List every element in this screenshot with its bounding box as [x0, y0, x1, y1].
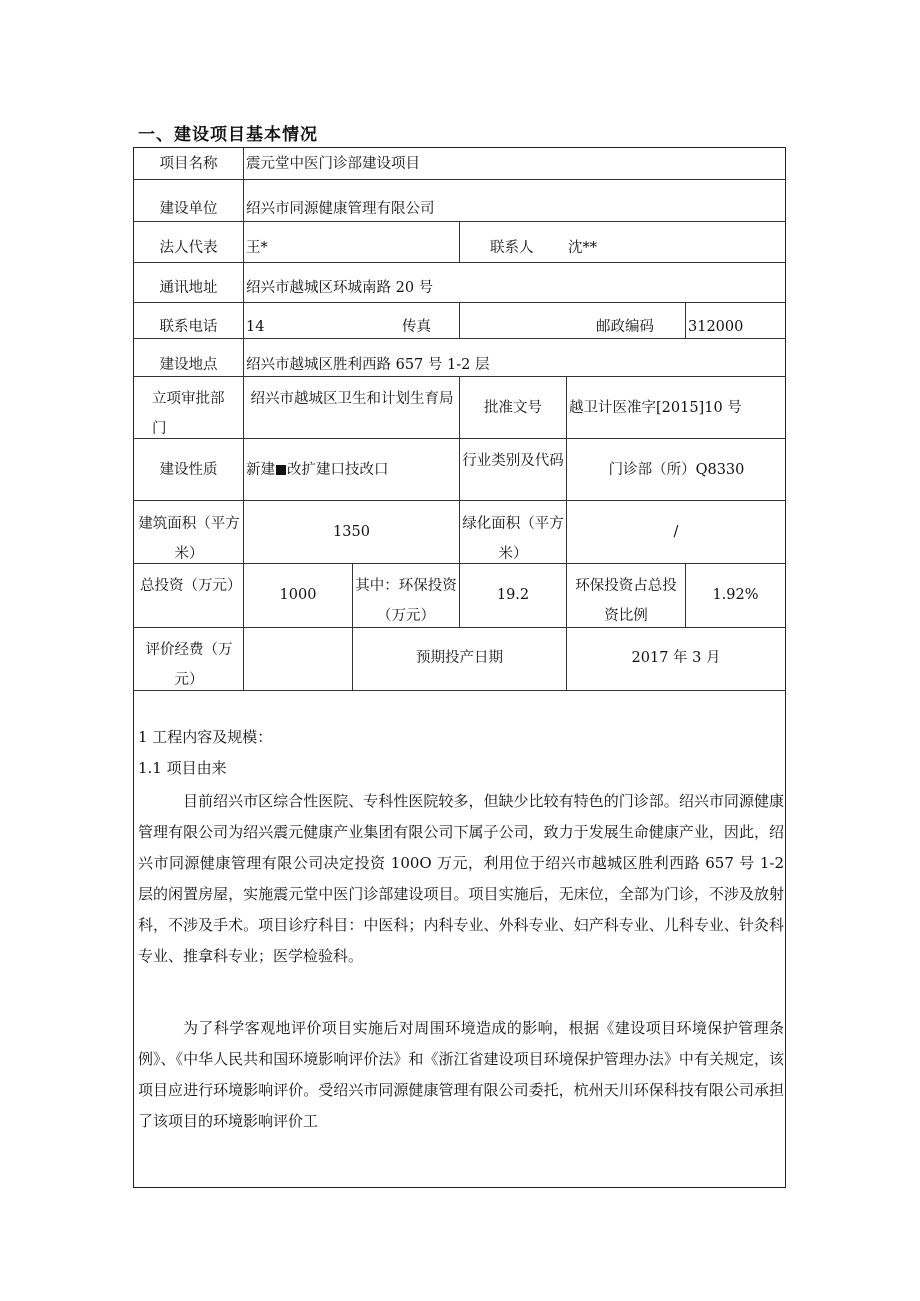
- nature-other-options: 改扩建口技改口: [287, 462, 389, 478]
- start-date-label: 预期投产日期: [416, 650, 503, 666]
- col-divider: [352, 563, 353, 690]
- total-invest-label: 总投资（万元）: [140, 578, 242, 594]
- col-divider: [685, 302, 686, 338]
- project-name-label: 项目名称: [159, 156, 218, 172]
- site-label: 建设地点: [159, 357, 218, 373]
- green-area-label: 绿化面积（平方米）: [462, 516, 564, 562]
- unit-value: 绍兴市同源健康管理有限公司: [246, 201, 435, 217]
- postcode-label: 邮政编码: [596, 319, 654, 335]
- col-divider: [459, 302, 460, 338]
- checked-box-icon: [276, 465, 286, 475]
- fax-label: 传真: [402, 319, 431, 335]
- approval-no-label: 批准文号: [484, 400, 542, 416]
- approval-dept-value: 绍兴市越城区卫生和计划生育局: [250, 391, 454, 407]
- row-divider: [133, 627, 786, 628]
- building-area-value: 1350: [333, 524, 370, 540]
- phone-label: 联系电话: [159, 319, 218, 335]
- building-area-label: 建筑面积（平方米）: [138, 516, 240, 562]
- section-title: 1 工程内容及规模：: [138, 728, 273, 746]
- col-divider: [459, 221, 460, 262]
- paragraph-2: 为了科学客观地评价项目实施后对周围环境造成的影响，根据《建设项目环境保护管理条例》、《中华人民共和国环境影响评价法》和《浙江省建设项目环境保护管理办法》中有关规定，该项目应进行环境影响评价。受绍兴市同源健康管理有限公司委托，杭州天川环保科技有限公司承担了该项目的环境影响评价工: [138, 1019, 784, 1130]
- env-ratio-label: 环保投资占总投资比例: [575, 578, 677, 624]
- industry-label: 行业类别及代码: [462, 453, 564, 469]
- legal-rep-label: 法人代表: [159, 240, 218, 256]
- row-divider: [133, 179, 786, 180]
- nature-label: 建设性质: [159, 462, 218, 478]
- row-divider: [133, 338, 786, 339]
- eval-fee-label: 评价经费（万元）: [145, 642, 233, 688]
- env-invest-value: 19.2: [496, 587, 530, 603]
- env-invest-label: 其中：环保投资（万元）: [355, 578, 457, 624]
- green-area-value: /: [673, 524, 679, 540]
- unit-label: 建设单位: [159, 201, 218, 217]
- project-name-value: 震元堂中医门诊部建设项目: [246, 156, 420, 172]
- start-date-value: 2017 年 3 月: [631, 650, 721, 666]
- total-invest-value: 1000: [279, 587, 317, 603]
- env-ratio-value: 1.92%: [712, 587, 759, 603]
- approval-dept-label: 立项审批部门: [152, 391, 225, 437]
- phone-value: 14: [246, 319, 265, 335]
- contact-value: 沈**: [568, 240, 597, 256]
- col-divider: [243, 147, 244, 690]
- subsection-title: 1.1 项目由来: [138, 759, 227, 777]
- address-label: 通讯地址: [159, 280, 218, 296]
- nature-new: 新建: [246, 462, 275, 478]
- col-divider: [566, 563, 567, 627]
- paragraph-1: 目前绍兴市区综合性医院、专科性医院较多，但缺少比较有特色的门诊部。绍兴市同源健康管理有限公司为绍兴震元健康产业集团有限公司下属子公司，致力于发展生命健康产业，因此，绍兴市同源健康管理有限公司决定投资 100O 万元，利用位于绍兴市越城区胜利西路 657 号 1-2 层的闲置房屋，实施震元堂中医门诊部建设项目。项目实施后，无床位，全部为门诊，不涉及放射科，不涉及手术。项目诊疗科目：中医科；内科专业、外科专业、妇产科专业、儿科专业、针灸科专业、推拿科专业；医学检验科。: [138, 792, 784, 965]
- industry-value: 门诊部（所）Q8330: [608, 462, 745, 478]
- nature-options: [246, 460, 389, 480]
- legal-rep-value: 王*: [246, 240, 268, 256]
- postcode-value: 312000: [688, 319, 744, 335]
- address-value: 绍兴市越城区环城南路 20 号: [246, 280, 434, 296]
- section-heading: 一、建设项目基本情况: [138, 125, 318, 145]
- approval-no-value: 越卫计医准字[2015]10 号: [569, 400, 742, 416]
- site-value: 绍兴市越城区胜利西路 657 号 1-2 层: [246, 357, 490, 373]
- row-divider: [133, 262, 786, 263]
- contact-label: 联系人: [490, 240, 534, 256]
